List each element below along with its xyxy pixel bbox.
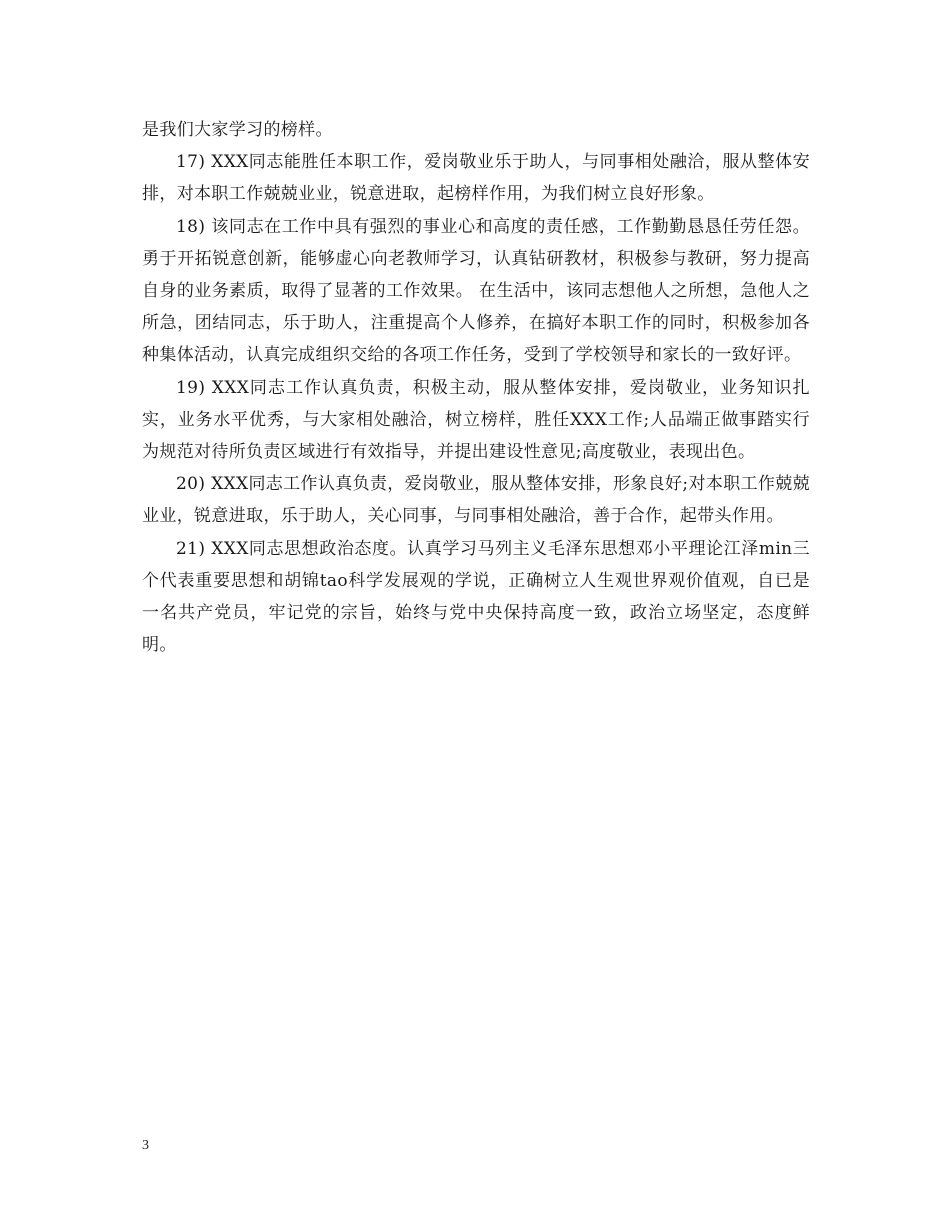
page-number: 3: [142, 1138, 149, 1153]
paragraph-item-19: 19) XXX同志工作认真负责，积极主动，服从整体安排，爱岗敬业，业务知识扎实，业务水平优秀，与大家相处融洽，树立榜样，胜任XXX工作;人品端正做事踏实行为规范对待所负责区域进行有效指导，并提出建设性意见;高度敬业，表现出色。: [142, 377, 810, 463]
document-body: [142, 114, 810, 661]
paragraph-item-20: 20) XXX同志工作认真负责，爱岗敬业，服从整体安排，形象良好;对本职工作兢兢业业，锐意进取，乐于助人，关心同事，与同事相处融洽，善于合作，起带头作用。: [142, 474, 810, 527]
paragraph-item-21: 21) XXX同志思想政治态度。认真学习马列主义毛泽东思想邓小平理论江泽min三个代表重要思想和胡锦tao科学发展观的学说，正确树立人生观世界观价值观，自已是一名共产党员，牢记党的宗旨，始终与党中央保持高度一致，政治立场坚定，态度鲜明。: [142, 538, 810, 656]
paragraph-item-17: 17) XXX同志能胜任本职工作，爱岗敬业乐于助人，与同事相处融洽，服从整体安排，对本职工作兢兢业业，锐意进取，起榜样作用，为我们树立良好形象。: [142, 152, 810, 205]
paragraph-item-18: 18) 该同志在工作中具有强烈的事业心和高度的责任感，工作勤勤恳恳任劳任怨。勇于开拓锐意创新，能够虚心向老教师学习，认真钻研教材，积极参与教研，努力提高自身的业务素质，取得了显著的工作效果。 在生活中，该同志想他人之所想，急他人之所急，团结同志，乐于助人，注重提高个人修养，在搞好本职工作的同时，积极参加各种集体活动，认真完成组织交给的各项工作任务，受到了学校领导和家长的一致好评。: [142, 216, 810, 366]
paragraph-continuation: 是我们大家学习的榜样。: [142, 120, 333, 140]
